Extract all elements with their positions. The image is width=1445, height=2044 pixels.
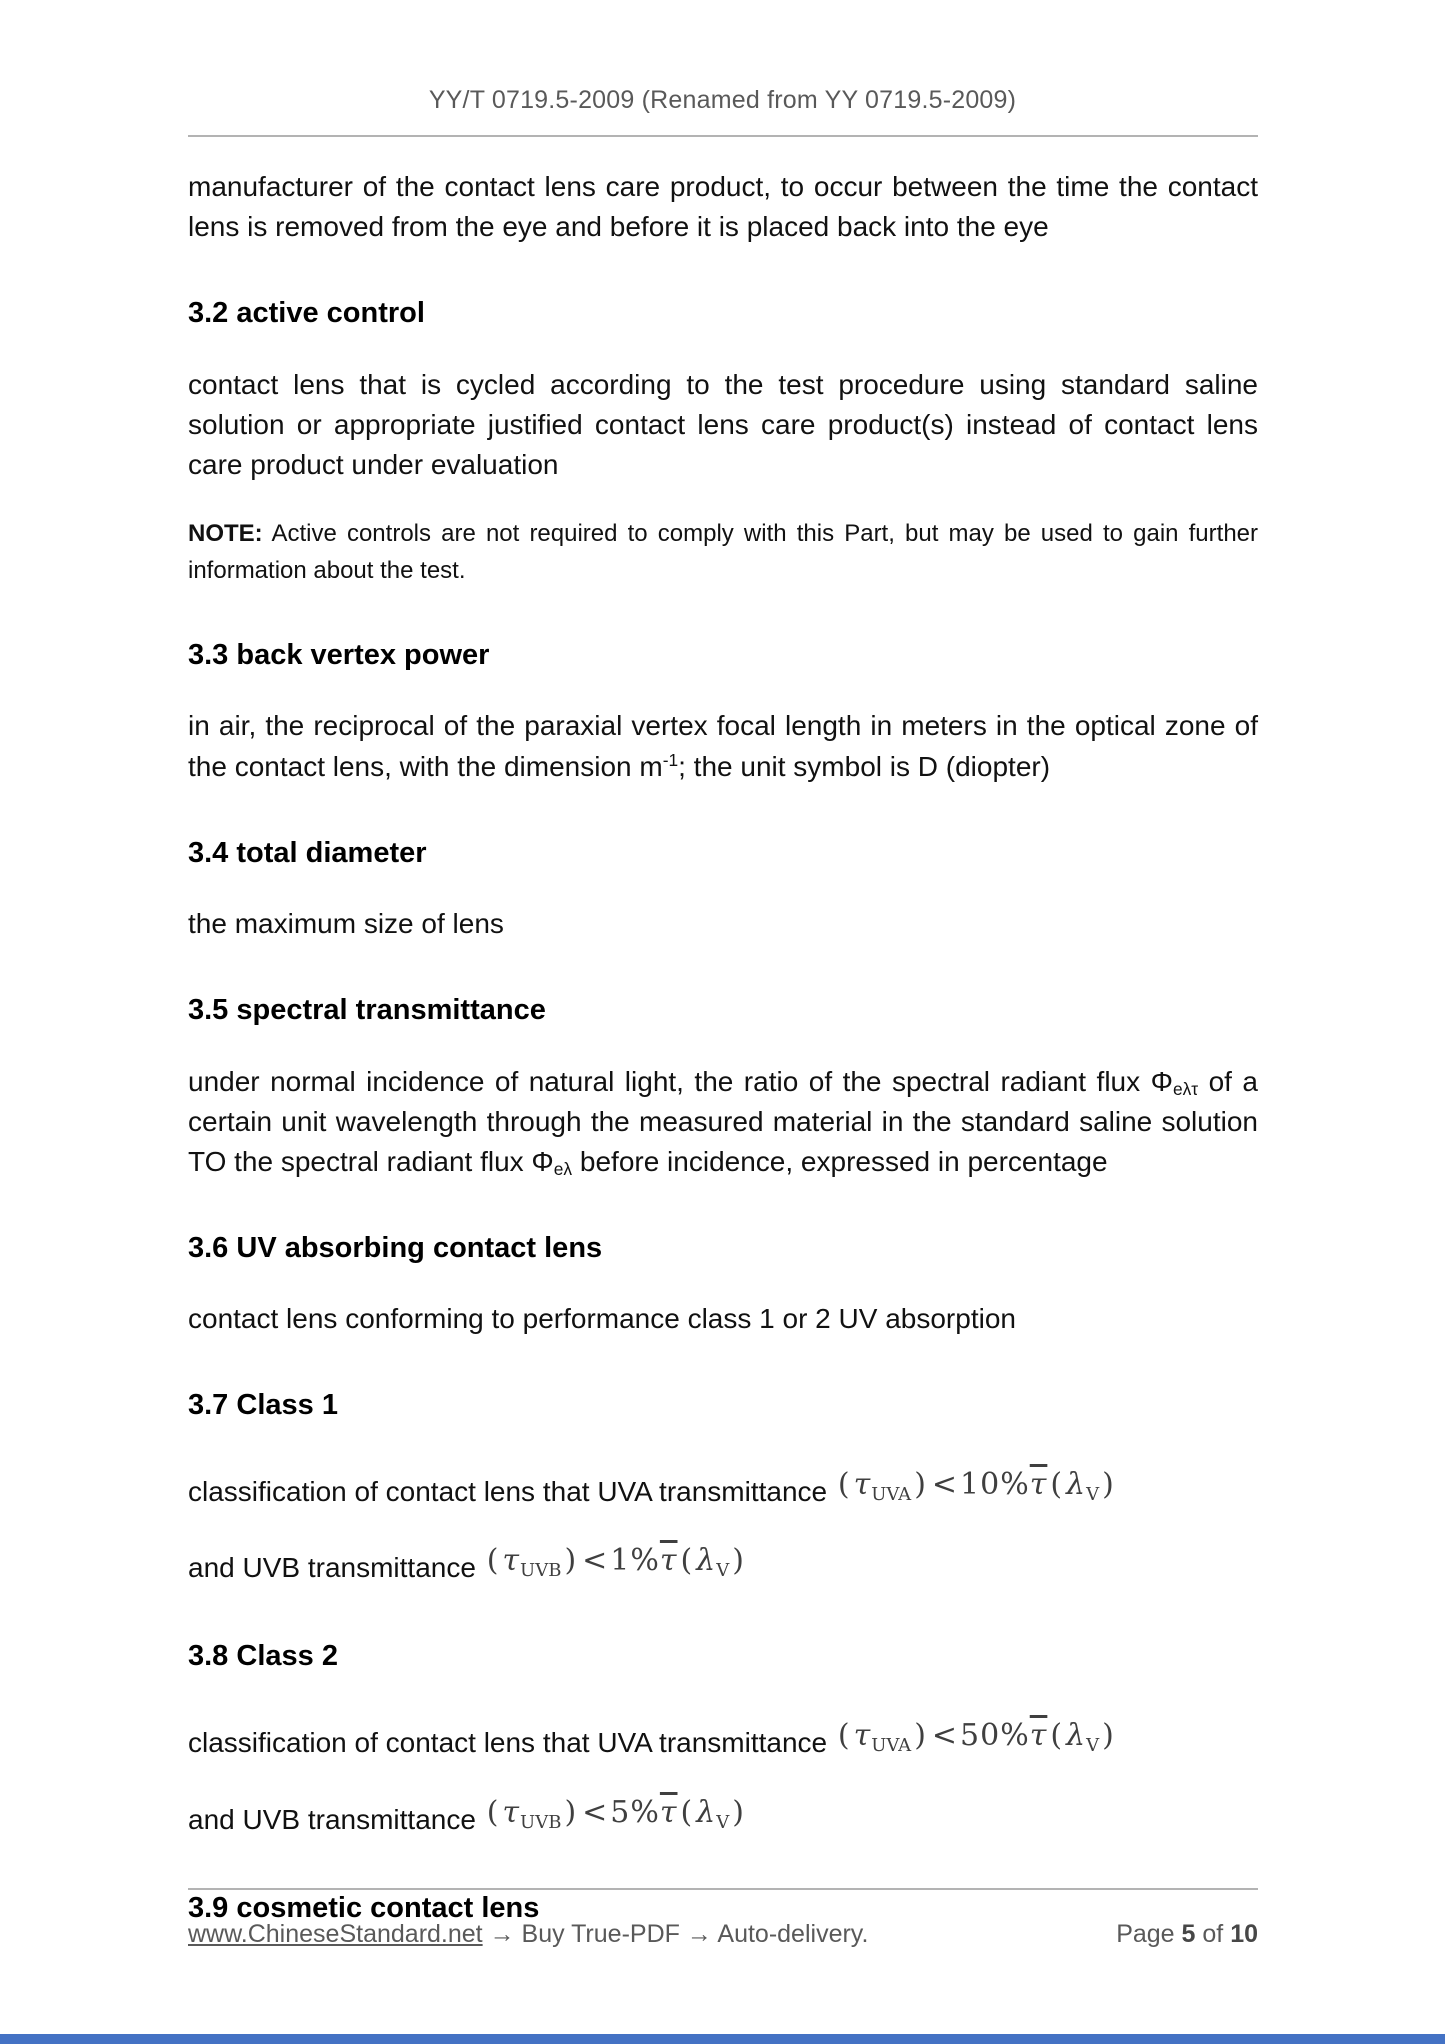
- paragraph-3-3: in air, the reciprocal of the paraxial vertex focal length in meters in the optical zone of the contact lens, with the dimension $m^{-1}$; the unit symbol is D (diopter): [188, 710, 1258, 782]
- section-heading-3-7: 3.7 Class 1: [188, 1389, 338, 1422]
- footer-divider: [188, 1888, 1258, 1890]
- note-paragraph: NOTE: Active controls are not required to comply with this Part, but may be used to gain further information about the test.: [188, 519, 1258, 584]
- section-heading-3-8: 3.8 Class 2: [188, 1640, 338, 1673]
- paragraph-3-8-uvb: [188, 1794, 1258, 1842]
- section-heading-3-3: 3.3 back vertex power: [188, 639, 490, 671]
- site-link[interactable]: www.ChineseStandard.net: [188, 1920, 483, 1948]
- section-heading-3-9: 3.9 cosmetic contact lens: [188, 1891, 540, 1924]
- class2-uvb-formula: ( τUVB ) $<5\%\overline{\tau}$ ( λV ): [486, 1794, 745, 1833]
- page-footer: [188, 1888, 1258, 1949]
- section-heading-3-5: 3.5 spectral transmittance: [188, 994, 546, 1027]
- class1-uva-formula: ( τUVA ) $<10\%\overline{\tau}$ ( λV ): [837, 1466, 1115, 1505]
- header-divider: [188, 135, 1258, 137]
- class1-uva-lead-text: classification of contact lens that UVA transmittance: [188, 1475, 835, 1507]
- class2-uva-lead-text: classification of contact lens that UVA transmittance: [188, 1726, 835, 1758]
- paragraph-3-7-uva: [188, 1466, 1258, 1514]
- class1-uvb-lead-text: and UVB transmittance: [188, 1552, 484, 1584]
- paragraph-3-6: contact lens conforming to performance class 1 or 2 UV absorption: [188, 1303, 1016, 1335]
- paragraph-3-8-uva: [188, 1717, 1258, 1765]
- paragraph-3-4: the maximum size of lens: [188, 908, 504, 939]
- class2-uvb-lead-text: and UVB transmittance: [188, 1803, 484, 1835]
- document-body: [0, 167, 1445, 1929]
- section-heading-3-2: 3.2 active control: [188, 297, 425, 330]
- section-heading-3-4: 3.4 total diameter: [188, 836, 427, 869]
- paragraph-3-5: under normal incidence of natural light, the ratio of the spectral radiant flux Φeλτ of a certain unit wavelength through the measured material in the standard saline solution TO the spectral radiant flux Φeλ before incidence, expressed in percentage: [188, 1065, 1259, 1180]
- class2-uva-formula: ( τUVA ) $<50\%\overline{\tau}$ ( λV ): [837, 1717, 1115, 1756]
- paragraph-3-7-uvb: [188, 1543, 1258, 1590]
- bottom-accent-bar: [0, 2034, 1445, 2044]
- section-heading-3-6: 3.6 UV absorbing contact lens: [188, 1231, 603, 1264]
- paragraph-3-2: contact lens that is cycled according to the test procedure using standard saline solution or appropriate justified contact lens care product(s) instead of contact lens care product under evaluation: [188, 368, 1258, 480]
- paragraph-intro: manufacturer of the contact lens care product, to occur between the time the contact lens is removed from the eye and before it is placed back into the eye: [188, 171, 1258, 243]
- footer-tagline: → Buy True-PDF → Auto-delivery.: [482, 1920, 869, 1948]
- page-number-label: Page 5 of 10: [1116, 1920, 1258, 1948]
- footer-left: [188, 1920, 868, 1949]
- class1-uvb-formula: ( τUVB ) $<1\%\overline{\tau}$ ( λV ): [486, 1543, 745, 1582]
- document-header-title: YY/T 0719.5-2009 (Renamed from YY 0719.5-2009): [428, 86, 1017, 114]
